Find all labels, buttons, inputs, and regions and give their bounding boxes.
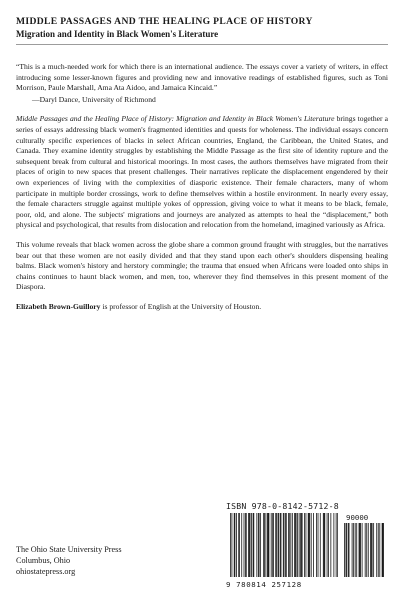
barcode-bar — [353, 523, 354, 577]
barcode-bar — [273, 513, 274, 577]
barcode-bar — [327, 513, 328, 577]
barcode-bar — [383, 523, 384, 577]
barcode-bar — [281, 513, 282, 577]
barcode-bar — [370, 523, 371, 577]
barcode-bar — [336, 513, 337, 577]
barcode-bar — [333, 513, 334, 577]
barcode-bar — [378, 523, 379, 577]
isbn-barcode — [226, 501, 388, 593]
barcode-bar — [258, 513, 259, 577]
barcode-bar — [236, 513, 237, 577]
barcode-bar — [301, 513, 302, 577]
barcode-bar — [330, 513, 331, 577]
barcode-bar — [373, 523, 374, 577]
barcode-bar — [309, 513, 310, 577]
publisher-website: ohiostatepress.org — [16, 567, 76, 576]
barcode-bars — [230, 513, 338, 577]
barcode-bar — [278, 513, 279, 577]
barcode-bar — [238, 513, 239, 577]
barcode-bar — [313, 513, 314, 577]
barcode-bar — [359, 523, 360, 577]
price-code: 90000 — [346, 513, 369, 522]
barcode-bar — [328, 513, 329, 577]
barcode-bar — [382, 523, 383, 577]
barcode-bar — [272, 513, 273, 577]
barcode-bar — [248, 513, 249, 577]
barcode-bar — [290, 513, 291, 577]
barcode-bar — [348, 523, 349, 577]
barcode-bar — [260, 513, 261, 577]
barcode-digits: 9 780814 257128 — [226, 580, 302, 589]
barcode-bar — [245, 513, 246, 577]
back-cover-blurb — [16, 62, 388, 321]
barcode-bar — [292, 513, 293, 577]
barcode-bar — [359, 523, 360, 577]
publisher-info — [16, 544, 206, 577]
barcode-bar — [346, 523, 347, 577]
barcode-bar — [284, 513, 285, 577]
barcode-bar — [271, 513, 272, 577]
barcode-bar — [356, 523, 357, 577]
barcode-bar — [288, 513, 289, 577]
barcode-bar — [239, 513, 240, 577]
barcode-bar — [300, 513, 301, 577]
barcode-bar — [283, 513, 284, 577]
barcode-bar — [244, 513, 245, 577]
barcode-bar — [299, 513, 300, 577]
barcode-bar — [269, 513, 270, 577]
barcode-bar — [265, 513, 266, 577]
barcode-bar — [311, 513, 312, 577]
barcode-bar — [318, 513, 319, 577]
barcode-bar — [371, 523, 372, 577]
header-divider — [16, 44, 388, 45]
barcode-bar — [366, 523, 367, 577]
barcode-bar — [241, 513, 242, 577]
barcode-bar — [379, 523, 380, 577]
barcode-bar — [264, 513, 265, 577]
editor-note — [16, 302, 388, 313]
book-subtitle: Migration and Identity in Black Women's Literature — [16, 29, 219, 39]
barcode-bar — [376, 523, 377, 577]
barcode-bar — [294, 513, 295, 577]
barcode-bar — [267, 513, 268, 577]
barcode-bar — [316, 513, 317, 577]
barcode-bar — [355, 523, 356, 577]
isbn-number: ISBN 978-0-8142-5712-8 — [226, 501, 339, 511]
barcode-bar — [324, 513, 325, 577]
editor-name: Elizabeth Brown-Guillory — [16, 301, 101, 311]
barcode-bar — [368, 523, 369, 577]
publisher-city: Columbus, Ohio — [16, 556, 71, 565]
barcode-bar — [250, 513, 251, 577]
header-section — [0, 0, 400, 62]
barcode-bar — [286, 513, 287, 577]
barcode-bar — [249, 513, 250, 577]
description-title: Middle Passages and the Healing Place of History: Migration and Identity in Black Women's Literature — [16, 114, 335, 124]
barcode-bar — [234, 513, 235, 577]
barcode-bar — [278, 513, 279, 577]
barcode-bar — [309, 513, 310, 577]
barcode-bar — [295, 513, 296, 577]
barcode-bar — [253, 513, 254, 577]
barcode-bar — [372, 523, 373, 577]
barcode-bar — [232, 513, 233, 577]
book-title: MIDDLE PASSAGES AND THE HEALING PLACE OF HISTORY — [16, 16, 313, 27]
barcode-bar — [280, 513, 281, 577]
endorsement-quote — [16, 62, 388, 105]
barcode-addon-bars — [344, 523, 384, 577]
barcode-bar — [263, 513, 264, 577]
barcode-bar — [230, 513, 231, 577]
barcode-bar — [306, 513, 307, 577]
barcode-bar — [304, 513, 305, 577]
barcode-bar — [251, 513, 252, 577]
barcode-bar — [360, 523, 361, 577]
barcode-bar — [297, 513, 298, 577]
barcode-bar — [344, 523, 345, 577]
barcode-bar — [276, 513, 277, 577]
book-conclusion: This volume reveals that black women across the globe share a common ground fraught with struggles, but the narratives bear out that these women are not easily divided and that they stand upon each other's shoulders dispensing healing balms. Black women's history and herstory commingle; the trauma that ensued when Africans were loaded onto ships in chains continues to haunt black women, and men, too, wherever they find themselves in this present moment of the Diaspora. — [16, 239, 388, 292]
barcode-bar — [268, 513, 269, 577]
barcode-bar — [346, 523, 347, 577]
barcode-bar — [289, 513, 290, 577]
barcode-bar — [235, 513, 236, 577]
barcode-bar — [256, 513, 257, 577]
barcode-bar — [324, 513, 325, 577]
barcode-bar — [308, 513, 309, 577]
barcode-bar — [285, 513, 286, 577]
barcode-bar — [362, 523, 363, 577]
barcode-bar — [253, 513, 254, 577]
barcode-bar — [275, 513, 276, 577]
barcode-bar — [246, 513, 247, 577]
barcode-bar — [365, 523, 366, 577]
barcode-bar — [302, 513, 303, 577]
barcode-bar — [323, 513, 324, 577]
barcode-bar — [320, 513, 321, 577]
barcode-bar — [259, 513, 260, 577]
publisher-name: The Ohio State University Press — [16, 545, 122, 554]
editor-note-text: is professor of English at the University of Houston. — [100, 301, 262, 311]
barcode-bar — [352, 523, 353, 577]
barcode-bar — [349, 523, 350, 577]
quote-text: “This is a much-needed work for which there is an international audience. The essays cover a variety of writers, in effect introducing some lesser-known figures and providing new and innovative readings of established figures, such as Toni Morrison, Paule Marshall, Ama Ata Aidoo, and Jamaica Kincaid.” — [16, 62, 388, 93]
book-description — [16, 114, 388, 231]
description-body: brings together a series of essays addressing black women's fragmented identities and quests for wholeness. The individual essays concern culturally specific experiences of blacks in select African countries, England, the Caribbean, the United States, and Canada. They examine identity struggles by establishing the Middle Passage as the first site of identity rupture and the subsequent break from cultural and historical moorings. In most cases, the authors themselves have migrated from their places of origin to new spaces that present challenges. Their narratives replicate the displacement engendered by their own experiences of living with the complexities of diasporic existence. Their female characters, many of whom participate in multiple border crossings, work to define themselves within a hostile environment. In nearly every essay, the female characters struggle against multiple yokes of oppression, giving voice to what it means to be black, female, poor, old, and alone. The subjects' migrations and journeys are analyzed as attempts to heal the “displacement,” both physical and psychological, that results from dislocation and relocation from the homeland, imagined variously as Africa. — [16, 114, 389, 230]
quote-attribution: —Daryl Dance, University of Richmond — [32, 94, 156, 104]
barcode-bar — [337, 513, 338, 577]
barcode-bar — [296, 513, 297, 577]
barcode-bar — [382, 523, 383, 577]
